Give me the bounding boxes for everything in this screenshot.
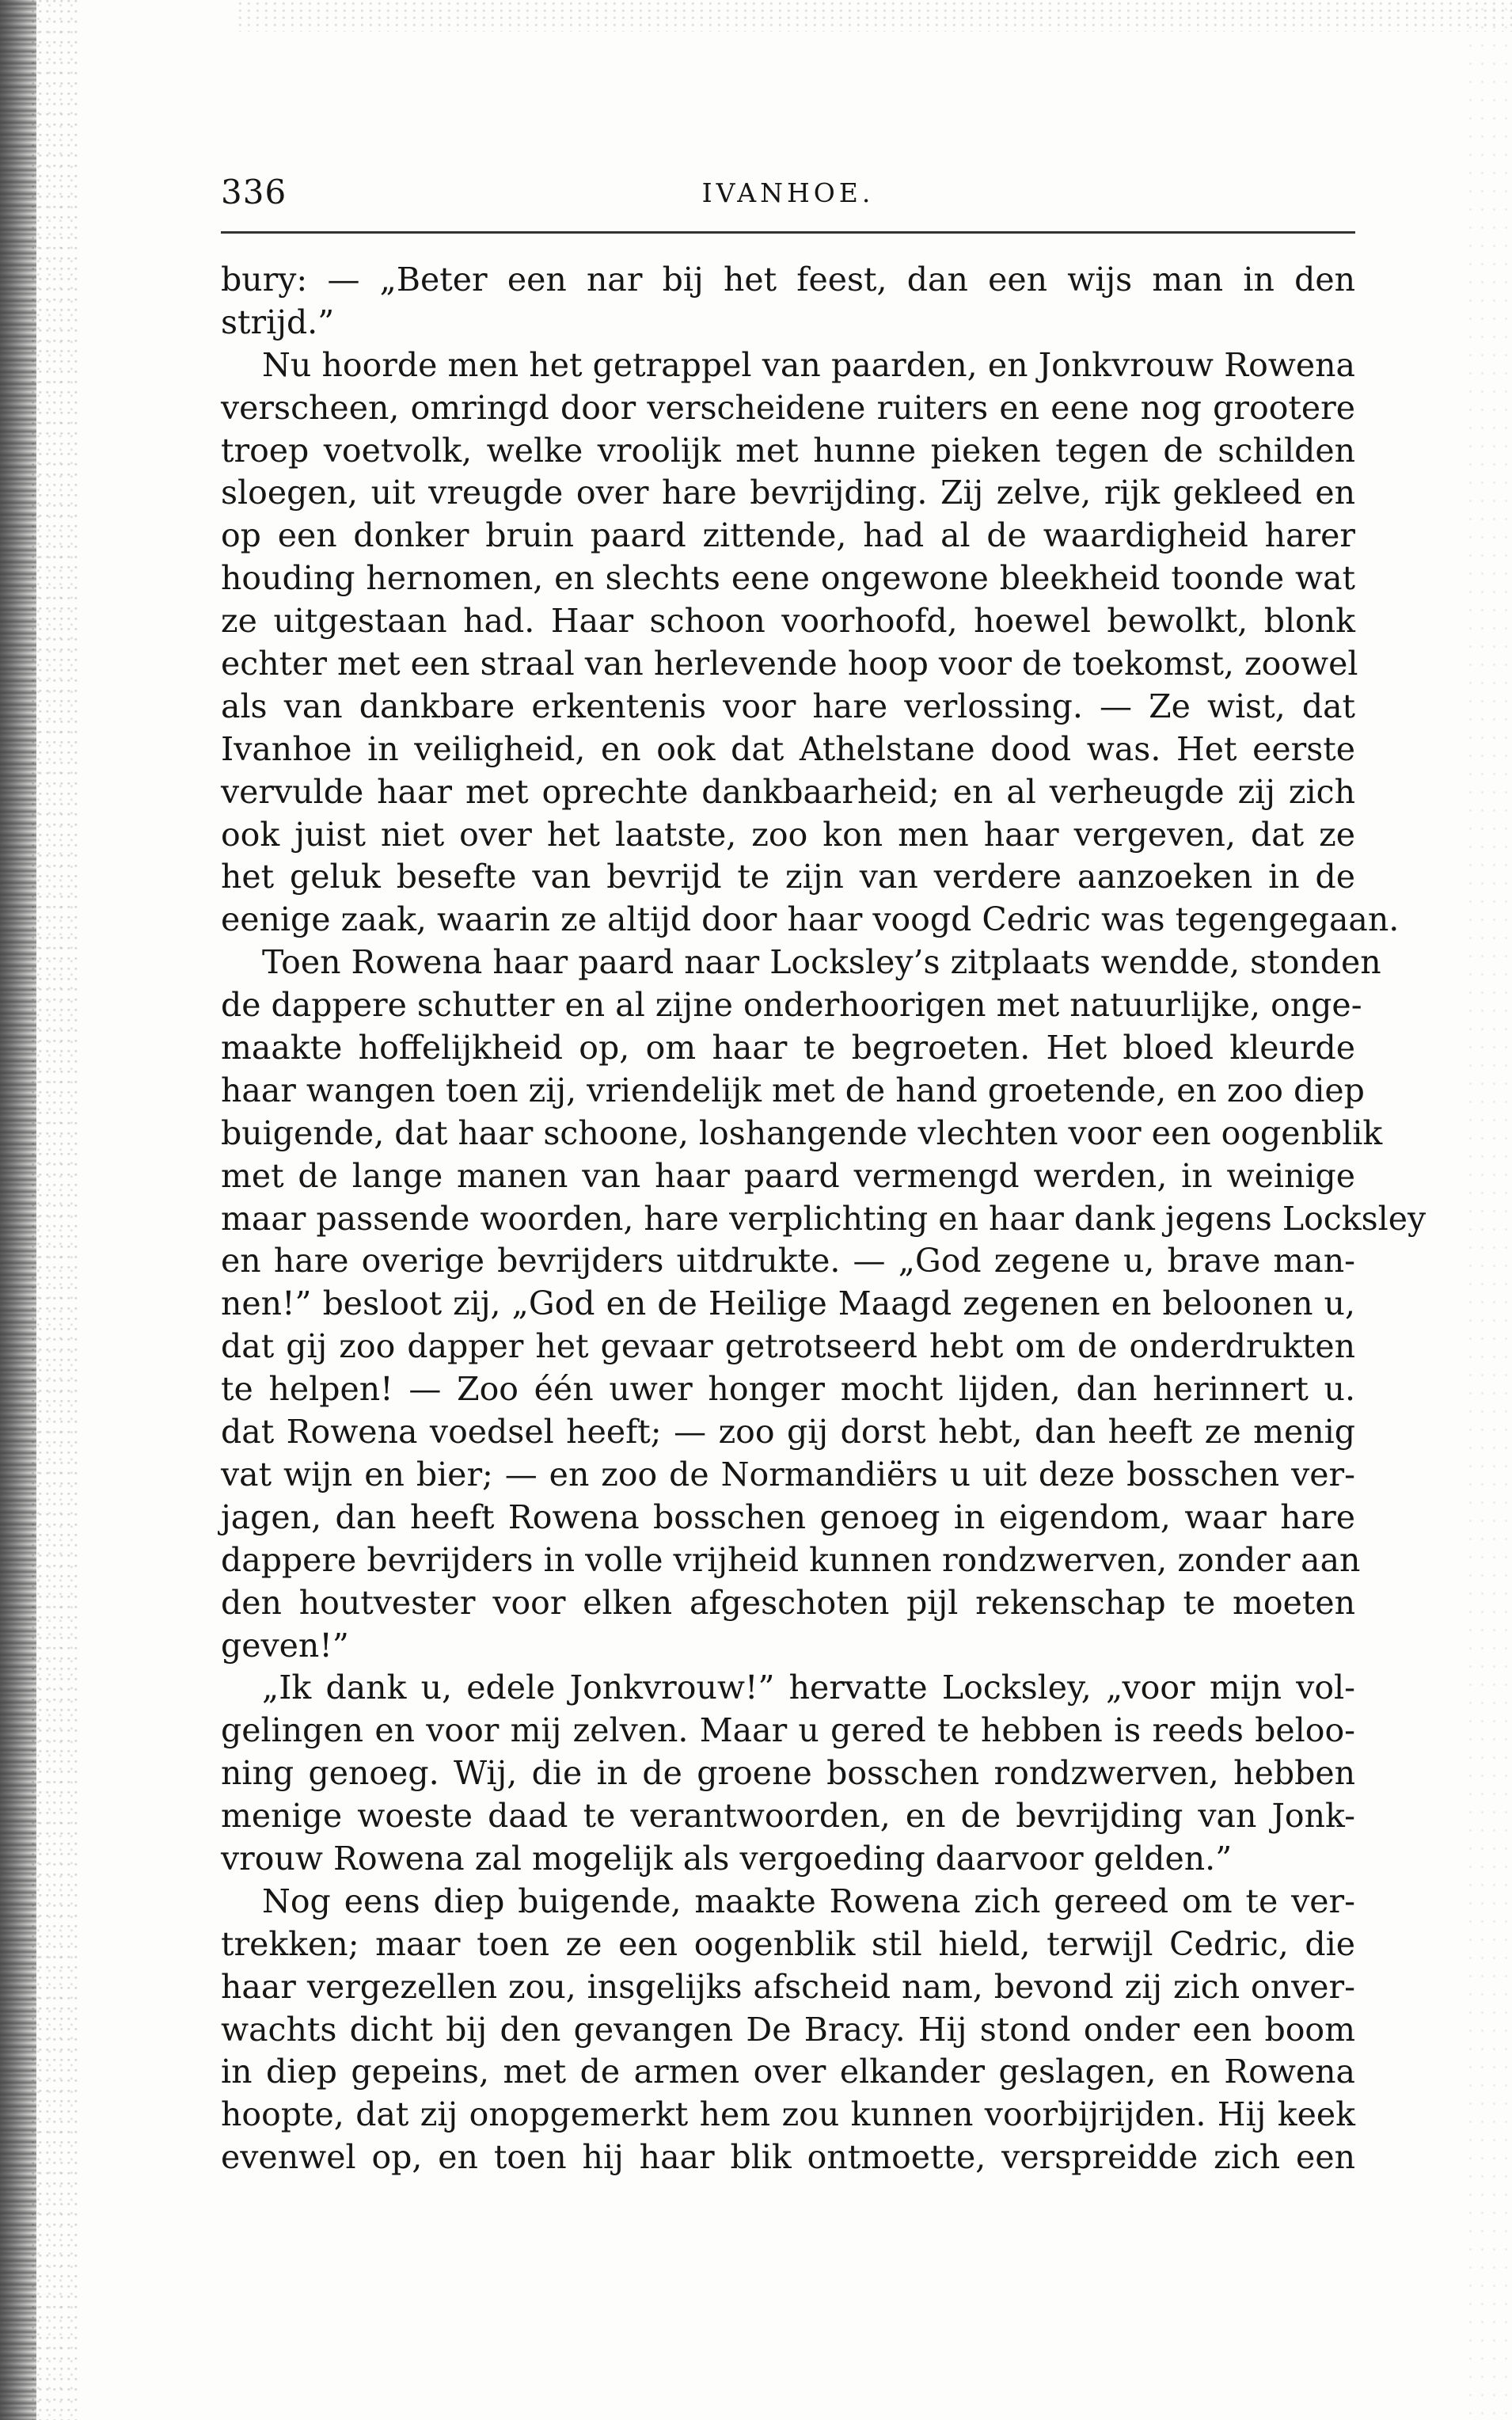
text-line: eenige zaak, waarin ze altijd door haar voogd Cedric was tegengegaan. [221,900,1400,939]
text-line: Toen Rowena haar paard naar Locksley’s zitplaats wendde, stonden [262,943,1381,982]
scan-speckle-right [1465,0,1512,2420]
text-line: hoopte, dat zij onopgemerkt hem zou kunnen voorbijrijden. Hij keek [221,2095,1355,2134]
text-line: maakte hoffelijkheid op, om haar te begroeten. Het bloed kleurde [221,1029,1355,1067]
text-line: ning genoeg. Wij, die in de groene bosschen rondzwerven, hebben [221,1754,1355,1793]
text-line: troep voetvolk, welke vroolijk met hunne pieken tegen de schilden [221,431,1355,470]
text-line: haar vergezellen zou, insgelijks afscheid nam, bevond zij zich onver- [221,1967,1355,2006]
text-line: bury: — „Beter een nar bij het feest, dan een wijs man in den [221,261,1355,299]
text-line: verscheen, omringd door verscheidene ruiters en eene nog grootere [221,388,1355,427]
scan-speckle-left [32,0,79,2420]
text-line: echter met een straal van herlevende hoop voor de toekomst, zoowel [221,645,1358,683]
text-line: in diep gepeins, met de armen over elkander geslagen, en Rowena [221,2053,1355,2091]
running-title: IVANHOE. [701,177,875,208]
text-line: den houtvester voor elken afgeschoten pijl rekenschap te moeten [221,1583,1355,1622]
text-line: dat Rowena voedsel heeft; — zoo gij dorst hebt, dan heeft ze menig [221,1413,1355,1452]
text-line: evenwel op, en toen hij haar blik ontmoette, verspreidde zich een [221,2138,1355,2177]
text-line: gelingen en voor mij zelven. Maar u gered te hebben is reeds beloo- [221,1711,1355,1750]
text-line: te helpen! — Zoo één uwer honger mocht lijden, dan herinnert u. [221,1370,1355,1409]
text-line: trekken; maar toen ze een oogenblik stil hield, terwijl Cedric, die [221,1924,1355,1963]
text-line: buigende, dat haar schoone, loshangende vlechten voor een oogenblik [221,1113,1383,1152]
text-line: de dappere schutter en al zijne onderhoorigen met natuurlijke, onge- [221,986,1362,1025]
text-line: het geluk besefte van bevrijd te zijn van verdere aanzoeken in de [221,858,1355,896]
scan-speckle-top [237,0,1512,32]
text-line: wachts dicht bij den gevangen De Bracy. Hij stond onder een boom [221,2010,1355,2049]
text-line: geven!” [221,1626,349,1665]
header-rule [221,231,1355,234]
text-line: menige woeste daad te verantwoorden, en de bevrijding van Jonk- [221,1797,1355,1836]
page-header [221,173,1355,228]
text-line: sloegen, uit vreugde over hare bevrijding. Zij zelve, rijk gekleed en [221,474,1355,512]
text-line: vervulde haar met oprechte dankbaarheid; en al verheugde zij zich [221,772,1355,811]
text-line: ze uitgestaan had. Haar schoon voorhoofd, hoewel bewolkt, blonk [221,602,1355,641]
text-line: jagen, dan heeft Rowena bosschen genoeg in eigendom, waar hare [221,1497,1355,1536]
text-line: nen!” besloot zij, „God en de Heilige Maagd zegenen en beloonen u, [221,1284,1355,1323]
text-line: houding hernomen, en slechts eene ongewone bleekheid toonde wat [221,559,1355,598]
text-line: dat gij zoo dapper het gevaar getrotseerd hebt om de onderdrukten [221,1327,1355,1366]
text-line: op een donker bruin paard zittende, had al de waardigheid harer [221,516,1355,555]
text-line: maar passende woorden, hare verplichting en haar dank jegens Locksley [221,1199,1427,1238]
text-line: Ivanhoe in veiligheid, en ook dat Athelstane dood was. Het eerste [221,729,1355,768]
text-line: „Ik dank u, edele Jonkvrouw!” hervatte Locksley, „voor mijn vol- [262,1669,1355,1707]
body-text [221,259,1427,2179]
text-line: met de lange manen van haar paard vermengd werden, in weinige [221,1156,1355,1195]
text-line: Nog eens diep buigende, maakte Rowena zich gereed om te ver- [262,1882,1355,1920]
text-line: ook juist niet over het laatste, zoo kon men haar vergeven, dat ze [221,815,1355,854]
text-line: haar wangen toen zij, vriendelijk met de hand groetende, en zoo diep [221,1071,1365,1109]
text-line: dappere bevrijders in volle vrijheid kunnen rondzwerven, zonder aan [221,1540,1361,1579]
text-line: vrouw Rowena zal mogelijk als vergoeding daarvoor gelden.” [221,1839,1233,1878]
text-line: en hare overige bevrijders uitdrukte. — „God zegene u, brave man- [221,1242,1355,1280]
text-line: als van dankbare erkentenis voor hare verlossing. — Ze wist, dat [221,687,1355,725]
page-number: 336 [221,173,287,211]
text-line: vat wijn en bier; — en zoo de Normandiërs u uit deze bosschen ver- [221,1455,1355,1493]
text-line: strijd.” [221,302,335,341]
text-line: Nu hoorde men het getrappel van paarden, en Jonkvrouw Rowena [262,345,1355,384]
